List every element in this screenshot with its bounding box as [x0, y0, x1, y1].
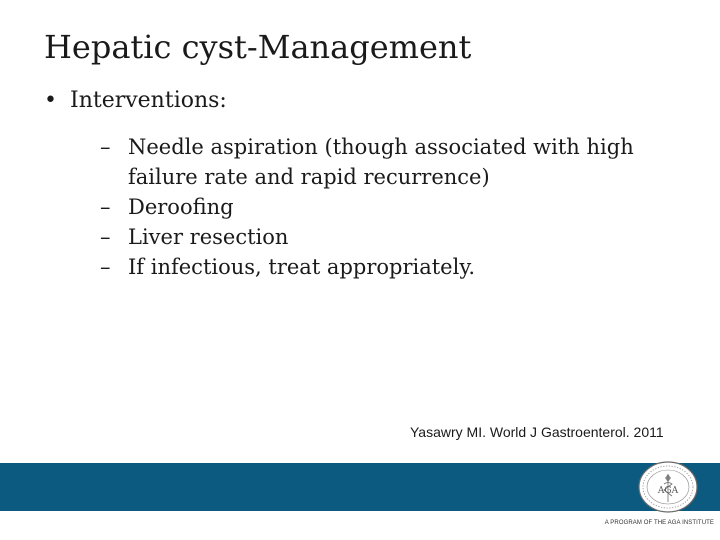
footer-band	[0, 463, 720, 511]
sub-bullet-item	[100, 222, 690, 252]
aga-seal-icon	[636, 460, 700, 514]
logo-letters: AGA	[657, 486, 679, 496]
sub-bullet-item	[100, 132, 690, 192]
dash-marker: –	[100, 135, 111, 159]
citation: Yasawry MI. World J Gastroenterol. 2011	[410, 424, 664, 440]
dash-marker: –	[100, 195, 111, 220]
sub-bullet-list	[100, 132, 690, 282]
bullet-item	[44, 88, 227, 113]
bullet-text: Interventions:	[70, 88, 227, 113]
sub-bullet-text: If infectious, treat appropriately.	[128, 255, 476, 280]
dash-marker: –	[100, 255, 111, 280]
slide-title: Hepatic cyst-Management	[44, 28, 472, 66]
footer-tagline: A PROGRAM OF THE AGA INSTITUTE	[604, 520, 714, 526]
sub-bullet-item	[100, 192, 690, 222]
sub-bullet-item	[100, 252, 690, 282]
dash-marker: –	[100, 225, 111, 250]
sub-bullet-text: Deroofing	[128, 195, 234, 220]
sub-bullet-text: Liver resection	[128, 225, 289, 250]
bullet-marker: •	[44, 88, 57, 113]
sub-bullet-text: Needle aspiration (though associated with high failure rate and rapid recurrence)	[128, 135, 634, 190]
